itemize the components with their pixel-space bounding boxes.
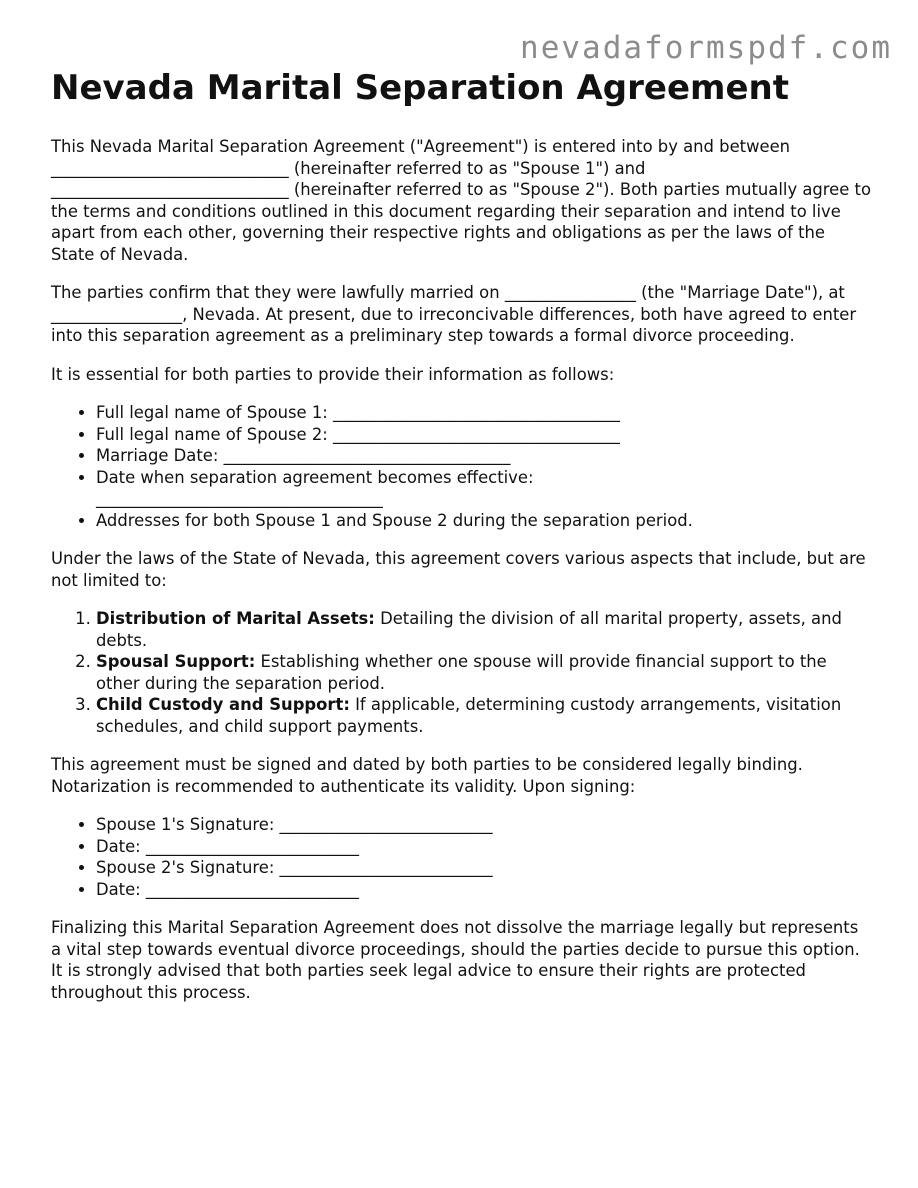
covers-term: Child Custody and Support: [96,695,350,714]
marriage-text-3: , Nevada. At present, due to irreconcivable differences, both have agreed to enter into this separation agreement as a preliminary step towards a formal divorce proceeding. [51,304,857,345]
list-item [96,608,871,651]
signature-label: Spouse 2's Signature: [96,858,280,877]
info-label: Addresses for both Spouse 1 and Spouse 2 during the separation period. [96,510,693,530]
spouse1-date-blank[interactable]: __________________________ [145,836,359,856]
spouse1-signature-blank[interactable]: __________________________ [279,815,493,834]
marriage-text-2: (the "Marriage Date"), at [635,283,845,302]
signature-label: Date: [96,836,146,856]
spouse2-blank[interactable]: _____________________________ [51,180,289,199]
covers-text: Establishing whether one spouse will provide financial support to the other during the separation period. [96,652,827,693]
signature-label: Spouse 1's Signature: [96,815,280,834]
covers-text: If applicable, determining custody arrangements, visitation schedules, and child support payments. [96,695,842,736]
list-item [96,510,871,532]
info-intro: It is essential for both parties to provide their information as follows: [51,364,615,384]
closing-paragraph: Finalizing this Marital Separation Agreement does not dissolve the marriage legally but represents a vital step towards eventual divorce proceedings, should the parties decide to pursue this option. It is strongly advised that both parties seek legal advice to ensure their rights are protected throughout this process. [51,918,860,1002]
effective-date-blank[interactable]: ___________________________________ [96,489,383,508]
list-item [96,857,871,879]
info-label: Date when separation agreement becomes effective: [96,467,534,487]
intro-text-3: (hereinafter referred to as "Spouse 2"). Both parties mutually agree to the terms and conditions outlined in this document regarding their separation and intend to live apart from each other, governing their respective rights and obligations as per the laws of the State of Nevada. [51,180,872,264]
watermark-text: nevadaformspdf.com [520,30,892,66]
spouse1-blank[interactable]: _____________________________ [51,158,289,178]
list-item [96,814,871,836]
list-item [96,467,871,510]
covers-list [51,608,871,737]
signing-intro: This agreement must be signed and dated by both parties to be considered legally binding. Notarization is recommended to authenticate its validity. Upon signing: [51,755,803,796]
document-title: Nevada Marital Separation Agreement [51,68,789,108]
marriage-date-field-blank[interactable]: ___________________________________ [223,446,511,465]
info-label: Full legal name of Spouse 2: [96,424,334,444]
intro-text-2: (hereinafter referred to as "Spouse 1") and [288,158,646,178]
list-item [96,836,871,858]
intro-paragraph [51,136,871,265]
list-item [96,694,871,737]
info-label: Full legal name of Spouse 1: [96,403,334,422]
spouse2-date-blank[interactable]: __________________________ [145,879,359,899]
covers-term: Distribution of Marital Assets: [96,609,375,628]
covers-intro: Under the laws of the State of Nevada, this agreement covers various aspects that include, but are not limited to: [51,549,866,590]
marriage-text-1: The parties confirm that they were lawfully married on [51,283,505,302]
marriage-paragraph [51,282,871,347]
covers-text: Detailing the division of all marital property, assets, and debts. [96,609,842,650]
info-list [51,402,871,531]
spouse2-name-blank[interactable]: ___________________________________ [333,424,620,444]
document-page [51,66,871,1020]
list-item [96,445,871,467]
info-label: Marriage Date: [96,446,224,465]
list-item [96,879,871,901]
list-item [96,402,871,424]
covers-term: Spousal Support: [96,652,256,671]
spouse1-name-blank[interactable]: ___________________________________ [333,403,620,422]
marriage-place-blank[interactable]: ________________ [51,304,183,324]
marriage-date-blank[interactable]: ________________ [504,283,636,302]
signature-list [51,814,871,900]
spouse2-signature-blank[interactable]: __________________________ [279,858,493,877]
intro-text-1: This Nevada Marital Separation Agreement ("Agreement") is entered into by and between [51,137,791,156]
list-item [96,651,871,694]
list-item [96,424,871,446]
signature-label: Date: [96,879,146,899]
